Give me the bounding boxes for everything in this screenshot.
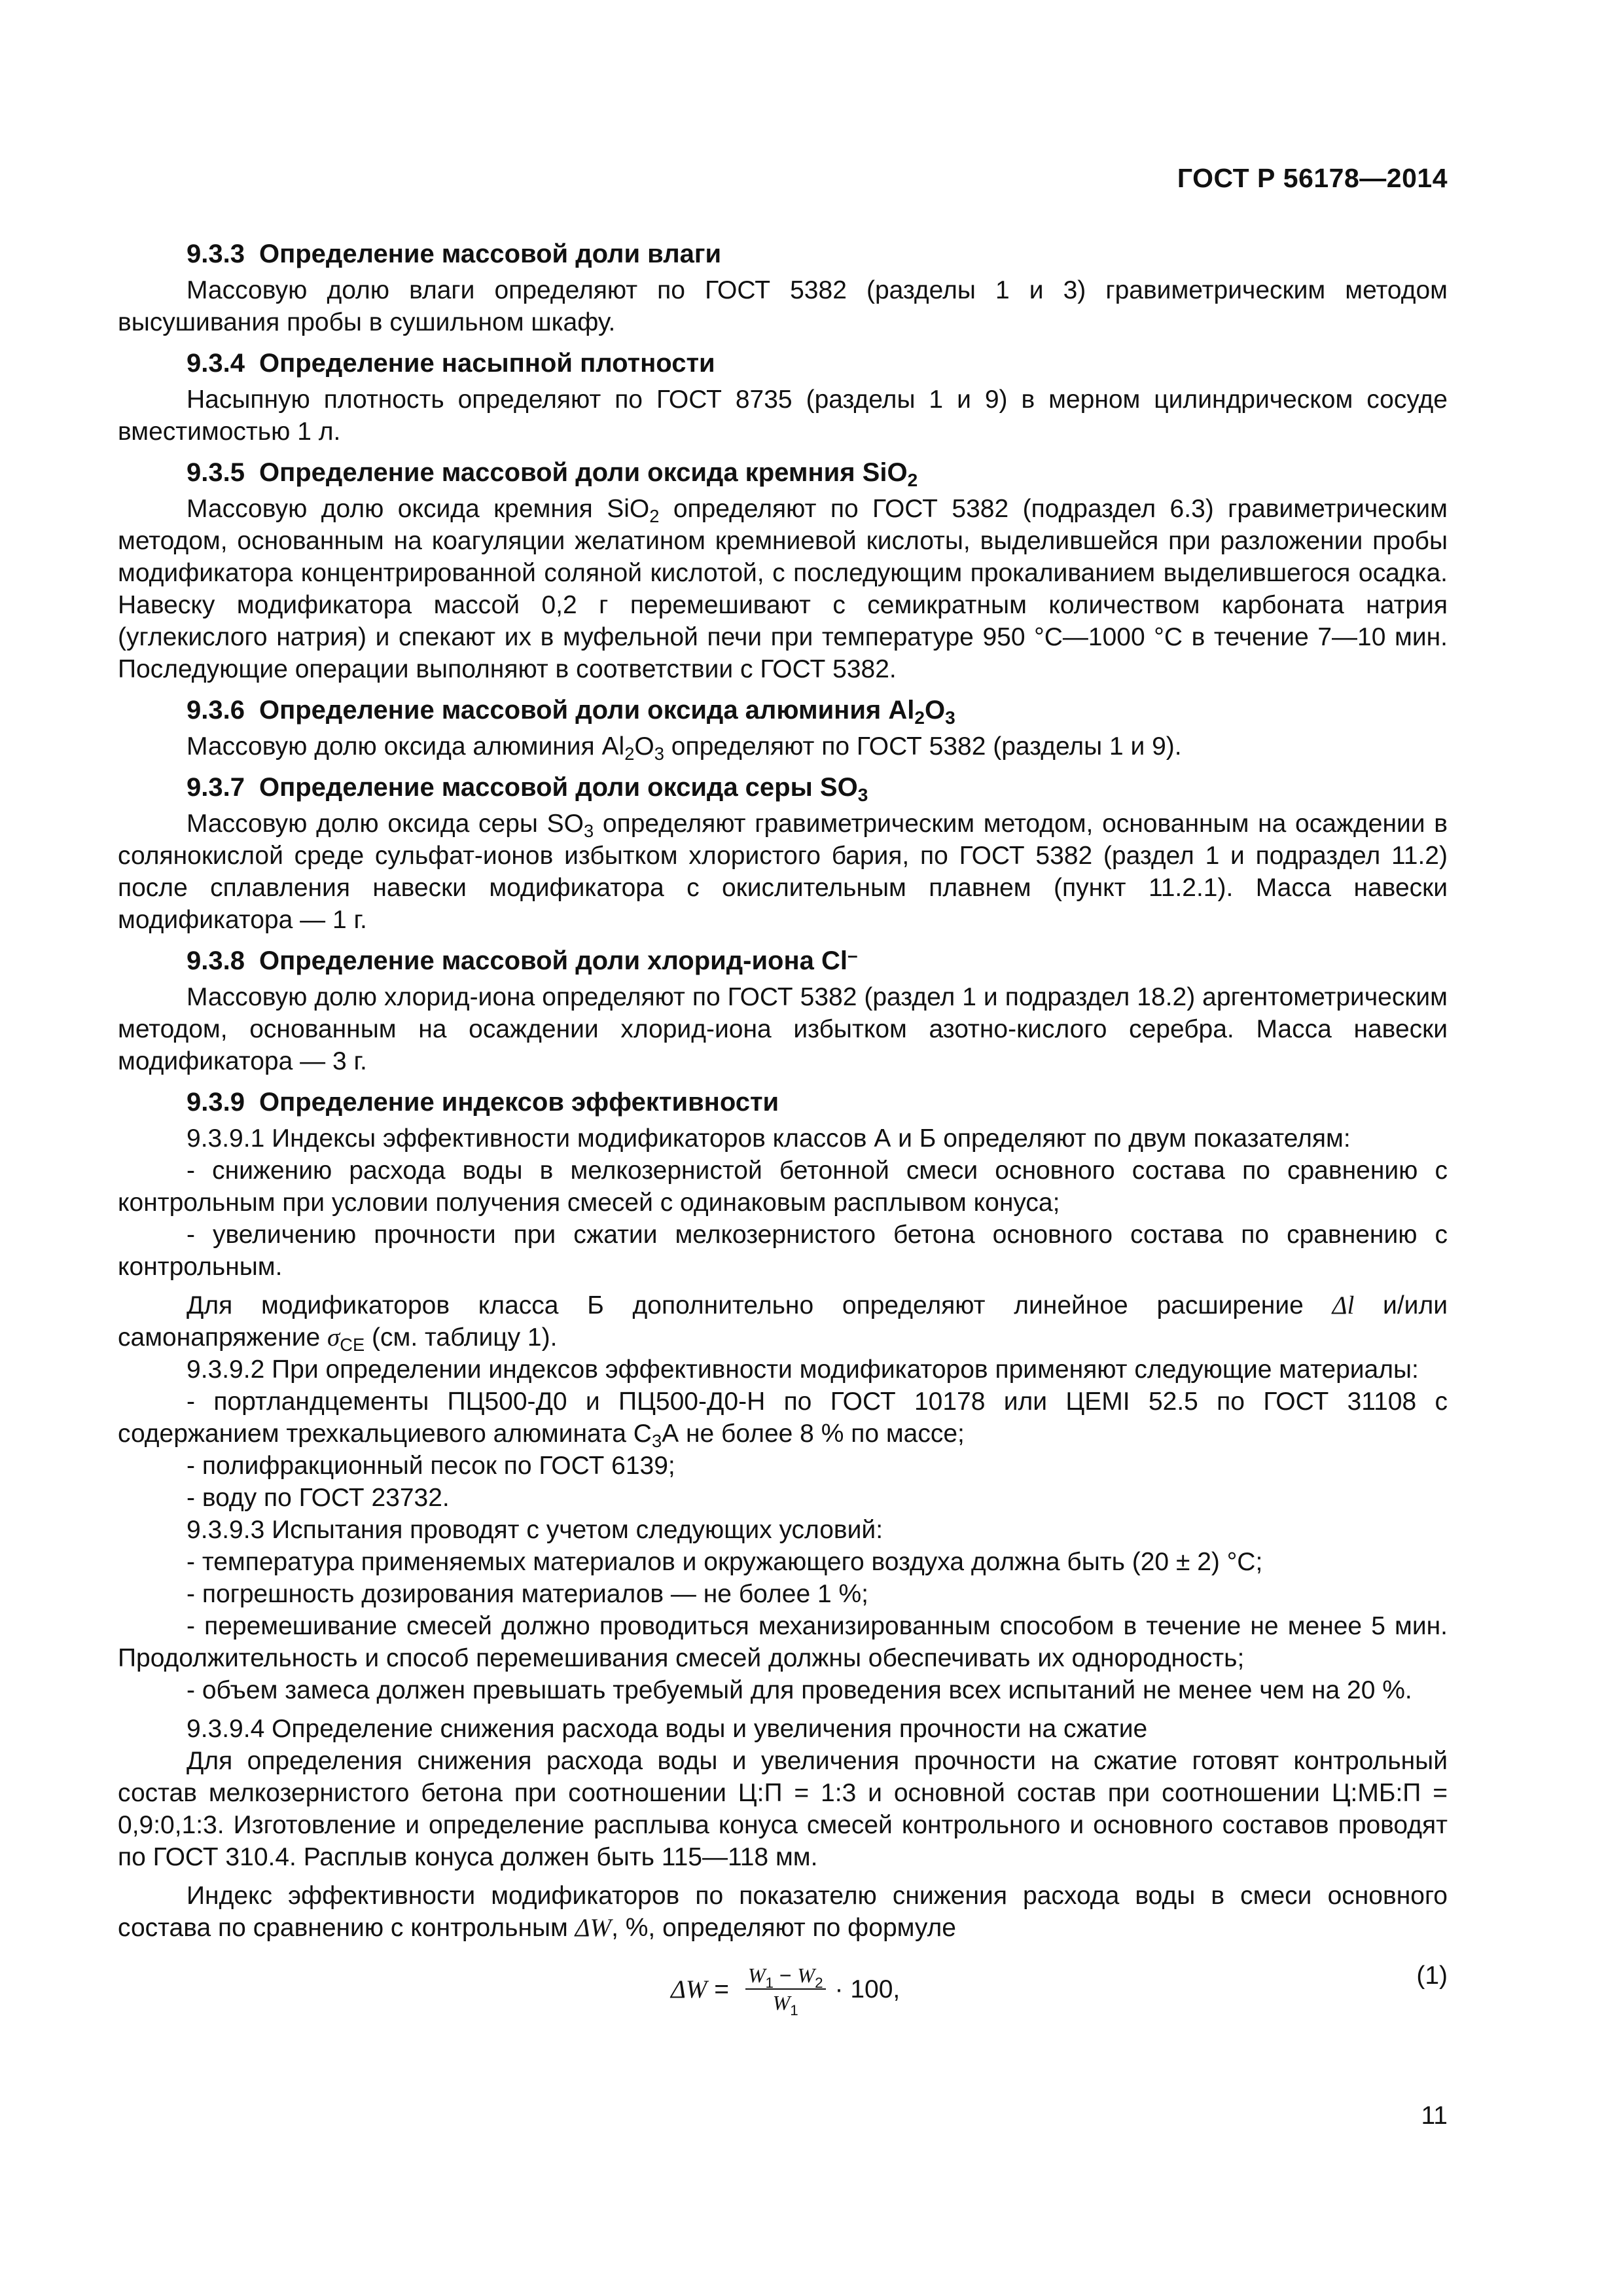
- paragraph: [118, 730, 1448, 762]
- paragraph: [118, 1289, 1448, 1354]
- section-heading-9-3-5: [118, 457, 1448, 489]
- formula-number: (1): [1416, 1962, 1448, 1990]
- subscript: 1: [790, 2002, 798, 2018]
- subscript: 3: [584, 821, 594, 841]
- section-heading-9-3-6: [118, 694, 1448, 726]
- section-title: Определение массовой доли оксида кремния SiO: [259, 458, 908, 487]
- subscript: 2: [815, 1975, 823, 1991]
- subscript: 3: [654, 744, 664, 764]
- minus-sign: −: [773, 1964, 798, 1987]
- section-heading-9-3-7: [118, 772, 1448, 804]
- subscript: 3: [857, 785, 868, 805]
- list-item: - температура применяемых материалов и окружающего воздуха должна быть (20 ± 2) °С;: [187, 1548, 1263, 1576]
- list-item: - объем замеса должен превышать требуемый для проведения всех испытаний не менее чем на 20 %.: [187, 1676, 1412, 1704]
- fraction-denominator: [770, 1990, 801, 2016]
- subscript: 2: [914, 708, 925, 728]
- paragraph: [118, 808, 1448, 936]
- subscript: 2: [649, 506, 660, 526]
- paragraph: Массовую долю влаги определяют по ГОСТ 5382 (разделы 1 и 3) гравиметрическим методом высушивания пробы в сушильном шкафу.: [118, 276, 1448, 336]
- text-run: Массовую долю оксида кремния SiO: [187, 495, 650, 523]
- list-item: - погрешность дозирования материалов — не более 1 %;: [187, 1580, 869, 1608]
- section-number: 9.3.4: [187, 349, 245, 378]
- text-run: Для модификаторов класса Б дополнительно определяют линейное расширение: [187, 1291, 1332, 1319]
- paragraph: Массовую долю хлорид-иона определяют по ГОСТ 5382 (раздел 1 и подраздел 18.2) аргентометрическим методом, основанным на осаждении хлорид-иона избытком азотно-кислого серебра. Масса навески модификатора — 3 г.: [118, 983, 1448, 1075]
- text-run: А не более 8 % по массе;: [662, 1420, 965, 1448]
- list-item: - увеличению прочности при сжатии мелкозернистого бетона основного состава по сравнению с контрольным.: [118, 1221, 1448, 1281]
- section-title: Определение массовой доли влаги: [259, 240, 722, 268]
- list-item: - полифракционный песок по ГОСТ 6139;: [187, 1452, 675, 1480]
- section-heading-9-3-9: [118, 1086, 1448, 1119]
- section-number: 9.3.5: [187, 458, 245, 487]
- list-item: - воду по ГОСТ 23732.: [187, 1484, 450, 1512]
- section-heading-9-3-3: [118, 238, 1448, 270]
- clause-9-3-9-4: 9.3.9.4 Определение снижения расхода воды и увеличения прочности на сжатие: [187, 1715, 1148, 1743]
- section-number: 9.3.6: [187, 696, 245, 725]
- text-run: (см. таблицу 1).: [365, 1323, 558, 1352]
- paragraph: Для определения снижения расхода воды и увеличения прочности на сжатие готовят контрольный состав мелкозернистого бетона при соотношении Ц:П = 1:3 и основной состав при соотношении Ц:МБ:П = 0,9:0,1:3. Изготовление и определение расплыва конуса смесей контрольного и основного составов проводят по ГОСТ 310.4. Расплыв конуса должен быть 115—118 мм.: [118, 1747, 1448, 1871]
- section-number: 9.3.3: [187, 240, 245, 268]
- paragraph: [118, 1880, 1448, 1944]
- subscript: 1: [765, 1975, 774, 1991]
- subscript: 2: [907, 470, 918, 490]
- section-title: Определение насыпной плотности: [259, 349, 715, 378]
- text-run: O: [634, 732, 654, 761]
- text-run: - портландцементы ПЦ500-Д0 и ПЦ500-Д0-Н по ГОСТ 10178 или ЦЕМI 52.5 по ГОСТ 31108 с содержанием трехкальциевого алюмината С: [118, 1388, 1448, 1448]
- list-item: [118, 1386, 1448, 1450]
- formula-expression: [671, 1953, 900, 2025]
- formula-tail: · 100,: [834, 1975, 901, 2003]
- section-title: Определение массовой доли оксида алюминия Al: [259, 696, 915, 725]
- text-run: Массовую долю оксида алюминия Al: [187, 732, 625, 761]
- section-title: Определение индексов эффективности: [259, 1088, 779, 1117]
- paragraph: Насыпную плотность определяют по ГОСТ 8735 (разделы 1 и 9) в мерном цилиндрическом сосуде вместимостью 1 л.: [118, 386, 1448, 446]
- clause-9-3-9-2: 9.3.9.2 При определении индексов эффективности модификаторов применяют следующие материалы:: [187, 1355, 1419, 1384]
- text-run: и/или самонапряжение: [118, 1291, 1448, 1352]
- math-symbol: W: [797, 1964, 815, 1987]
- standard-id: ГОСТ Р 56178—2014: [1177, 163, 1448, 193]
- section-number: 9.3.7: [187, 773, 245, 802]
- text-run: определяют по ГОСТ 5382 (подраздел 6.3) гравиметрическим методом, основанным на коагуляции желатином кремниевой кислоты, выделившейся при разложении пробы модификатора концентрированной соляной кислотой, с последующим прокаливанием выделившегося осадка. Навеску модификатора массой 0,2 г перемешивают с семикратным количеством карбоната натрия (углекислого натрия) и спекают их в муфельной печи при температуре 950 °С—1000 °С в течение 7—10 мин. Последующие операции выполняют в соответствии с ГОСТ 5382.: [118, 495, 1448, 683]
- formula-lhs: ΔW: [671, 1975, 707, 2003]
- text-run: Массовую долю оксида серы SO: [187, 810, 584, 838]
- section-number: 9.3.9: [187, 1088, 245, 1117]
- section-title: Определение массовой доли оксида серы SO: [259, 773, 858, 802]
- subscript: CE: [340, 1335, 365, 1355]
- paragraph: [118, 493, 1448, 685]
- math-symbol: σ: [327, 1323, 340, 1352]
- clause-9-3-9-1: 9.3.9.1 Индексы эффективности модификаторов классов А и Б определяют по двум показателям:: [187, 1124, 1351, 1153]
- page-number: 11: [1421, 2102, 1448, 2130]
- formula-fraction: [745, 1962, 826, 2016]
- text-run: определяют по ГОСТ 5382 (разделы 1 и 9).: [664, 732, 1182, 761]
- text-run: Индекс эффективности модификаторов по показателю снижения расхода воды в смеси основного состава по сравнению с контрольным: [118, 1882, 1448, 1942]
- section-number: 9.3.8: [187, 946, 245, 975]
- subscript: 3: [945, 708, 955, 728]
- list-item: - перемешивание смесей должно проводиться механизированным способом в течение не менее 5 мин. Продолжительность и способ перемешивания смесей должны обеспечивать их однородность;: [118, 1612, 1448, 1672]
- superscript: –: [847, 945, 858, 965]
- math-symbol: ΔW: [575, 1914, 612, 1942]
- fraction-numerator: [745, 1962, 826, 1990]
- formula-equals: =: [707, 1975, 736, 2003]
- section-heading-9-3-8: [118, 945, 1448, 977]
- page-content: [118, 229, 1448, 2025]
- formula-1: [118, 1953, 1448, 2025]
- list-item: - снижению расхода воды в мелкозернистой бетонной смеси основного состава по сравнению с контрольным при условии получения смесей с одинаковым расплывом конуса;: [118, 1157, 1448, 1217]
- clause-9-3-9-3: 9.3.9.3 Испытания проводят с учетом следующих условий:: [187, 1516, 883, 1544]
- subscript: 3: [651, 1431, 662, 1451]
- math-symbol: Δl: [1332, 1291, 1355, 1319]
- text-run: O: [924, 696, 946, 725]
- text-run: , %, определяют по формуле: [611, 1914, 956, 1942]
- subscript: 2: [624, 744, 635, 764]
- math-symbol: W: [747, 1964, 766, 1987]
- section-heading-9-3-4: [118, 348, 1448, 380]
- section-title: Определение массовой доли хлорид-иона Cl: [259, 946, 848, 975]
- math-symbol: W: [772, 1991, 791, 2015]
- text-run: определяют гравиметрическим методом, основанным на осаждении в солянокислой среде сульфат-ионов избытком хлористого бария, по ГОСТ 5382 (раздел 1 и подраздел 11.2) после сплавления навески модификатора с окислительным плавнем (пункт 11.2.1). Масса навески модификатора — 1 г.: [118, 810, 1448, 934]
